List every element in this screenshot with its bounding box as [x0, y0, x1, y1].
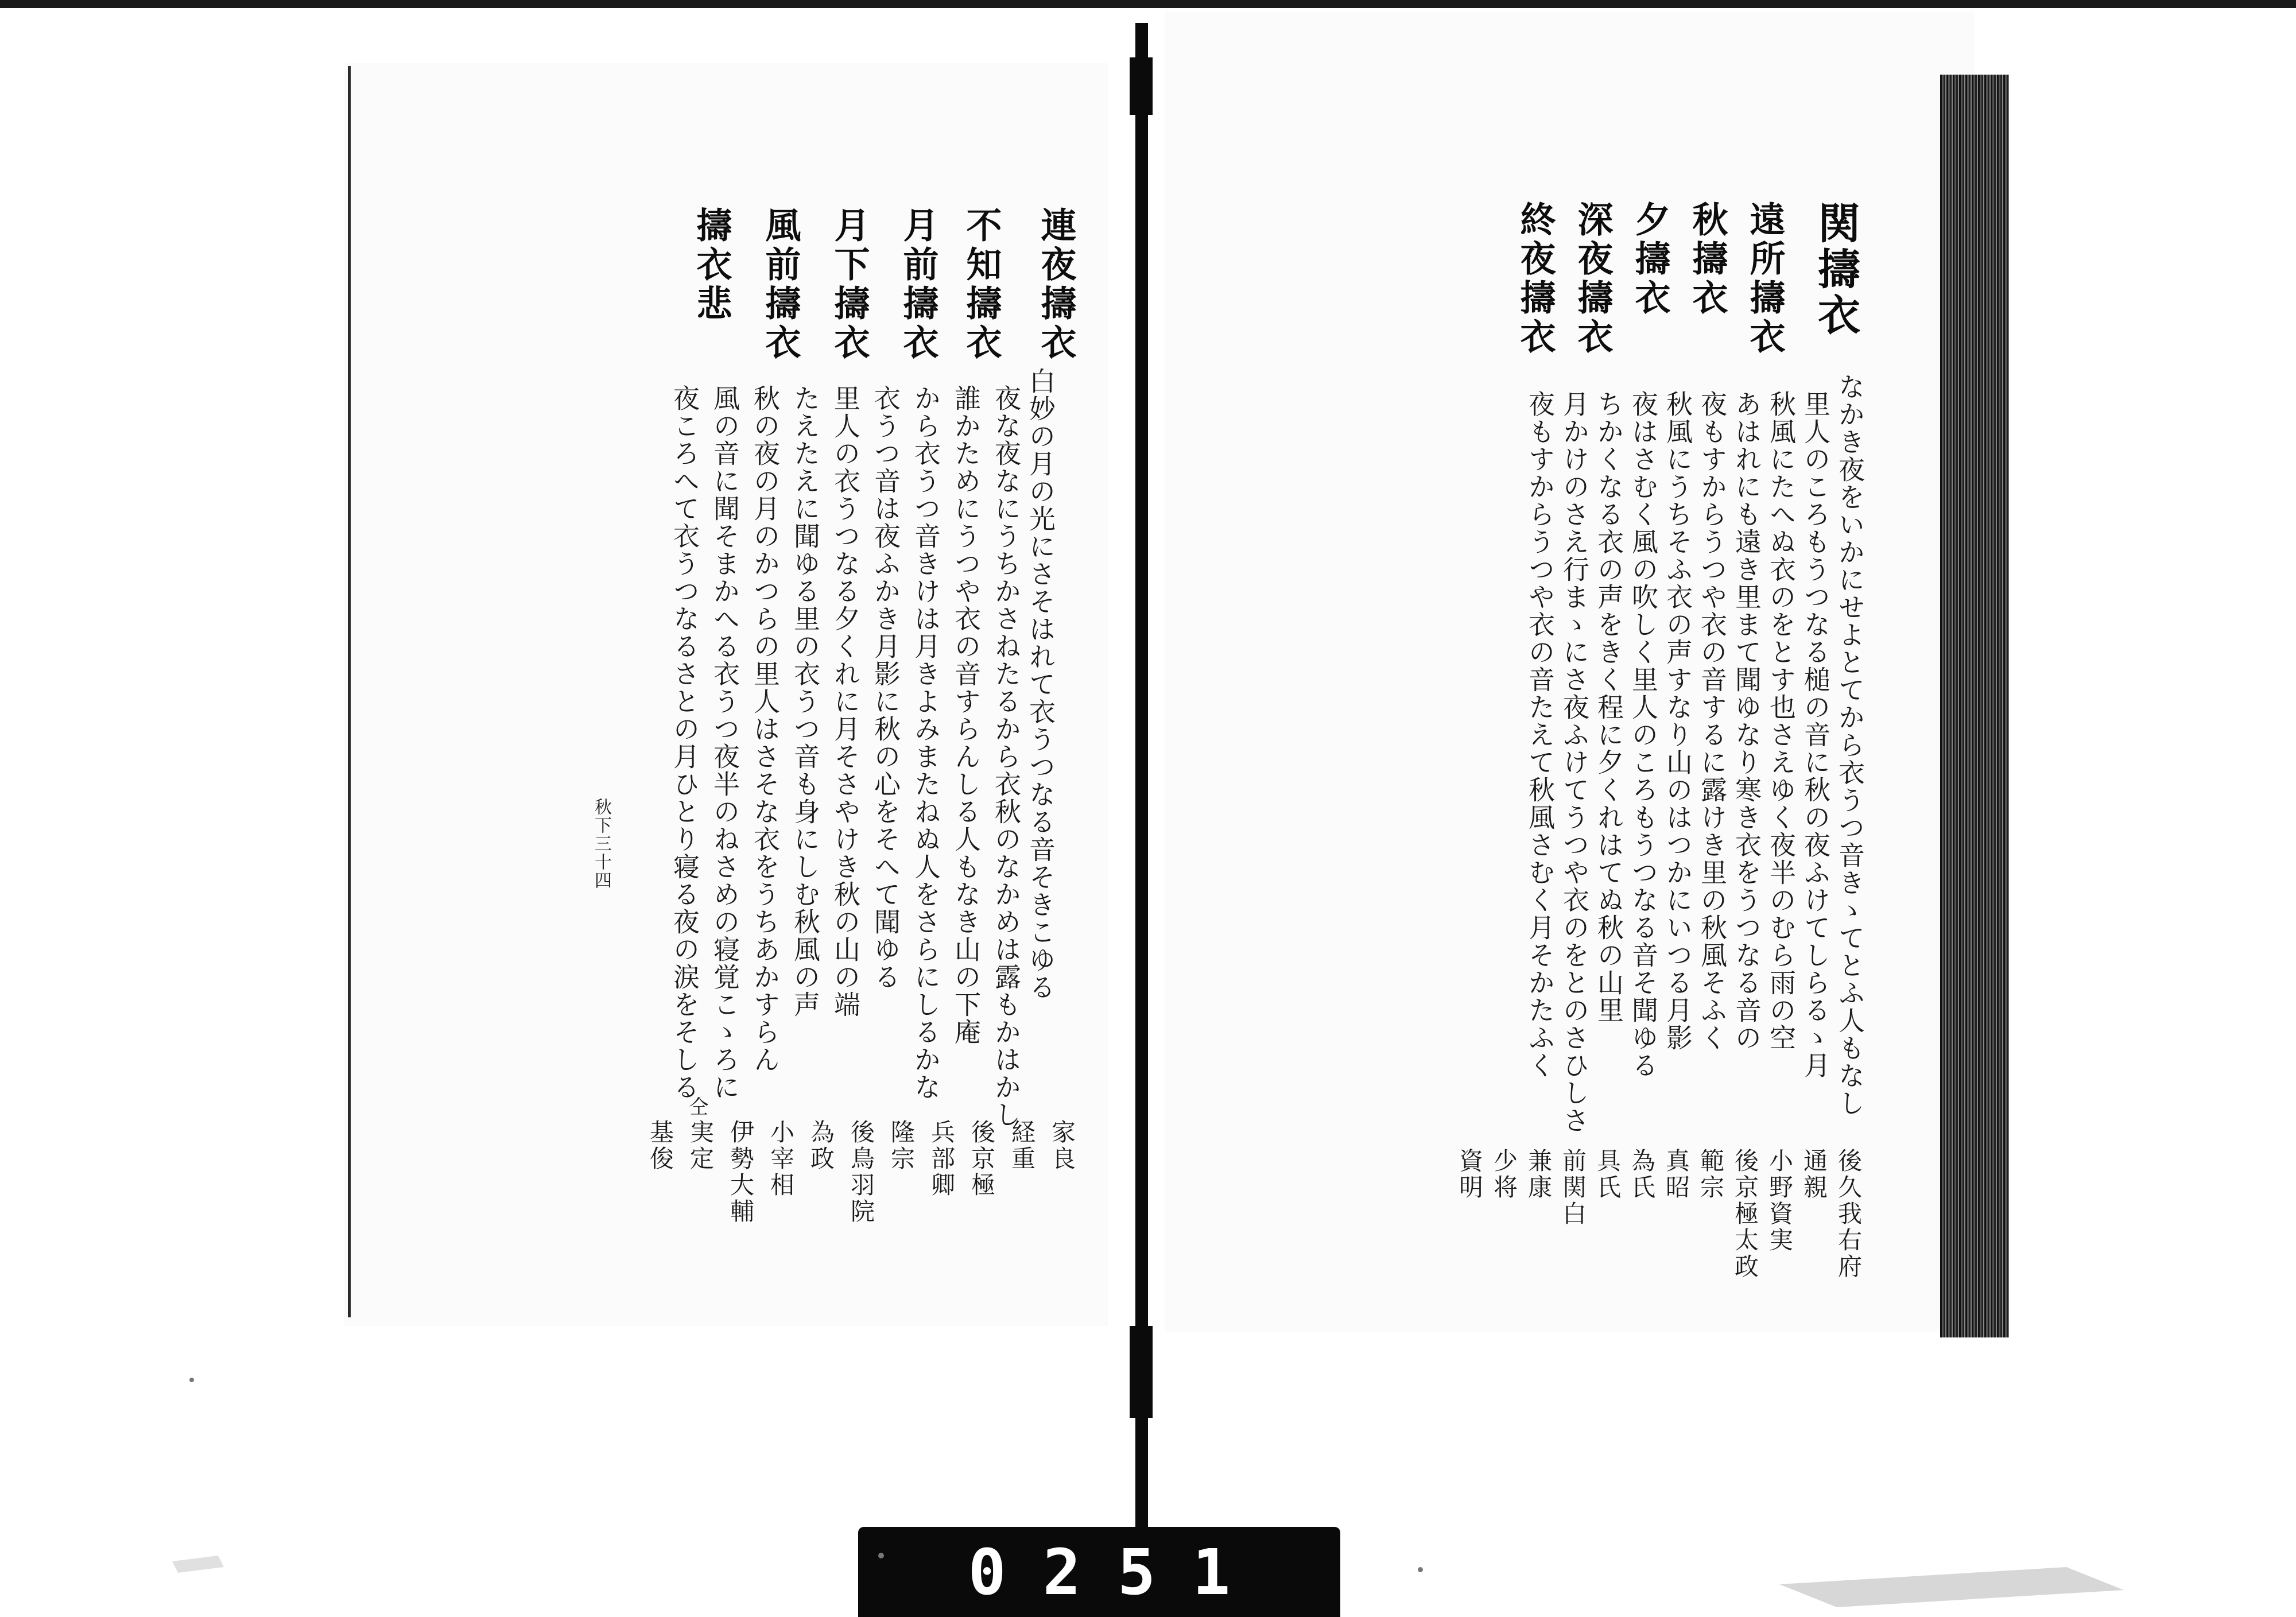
subhead-1: 連夜擣衣	[1035, 207, 1077, 363]
poem-line: 誰かためにうつや衣の音すらんしる人もなき山の下庵	[951, 385, 982, 1046]
gutter-clip-top	[1130, 57, 1153, 115]
poet-name: 小宰相	[767, 1119, 795, 1199]
scanner-top-edge	[0, 0, 2296, 8]
subhead-6: 擣衣悲	[691, 207, 732, 324]
gutter-clip-bottom	[1130, 1326, 1153, 1418]
poet-name: 基俊	[646, 1119, 674, 1172]
poet-name: 実定	[687, 1119, 715, 1172]
poem-line: 里人のころもうつなる槌の音に秋の夜ふけてしらるゝ月	[1800, 390, 1831, 1079]
poem-line: 夜ころへて衣うつなるさとの月ひとり寝る夜の涙をそしる	[669, 385, 700, 1101]
scan-speck	[878, 1553, 884, 1558]
poet-name: 少将	[1490, 1148, 1518, 1201]
poem-line: 風の音に聞そまかへる衣うつ夜半のねさめの寝覚こゝろに	[709, 385, 740, 1101]
poet-name: 小野資実	[1766, 1148, 1794, 1254]
scan-speck	[1418, 1567, 1423, 1572]
poet-name: 家良	[1048, 1119, 1076, 1172]
poem-line: 衣うつ音は夜ふかき月影に秋の心をそへて聞ゆる	[870, 385, 901, 991]
subhead-3: 夕擣衣	[1629, 201, 1671, 318]
subhead-4: 月下擣衣	[828, 207, 870, 363]
poet-name: 真昭	[1662, 1148, 1690, 1201]
poet-name: 具氏	[1593, 1148, 1622, 1201]
poem-line: なかき夜をいかにせよとてから衣うつ音きゝてとふ人もなし	[1835, 373, 1865, 1117]
poem-line: 秋風にたへぬ衣のをとす也さえゆく夜半のむら雨の空	[1766, 390, 1797, 1052]
poet-name: 前関白	[1559, 1148, 1587, 1227]
repeat-mark: 仝	[685, 1096, 708, 1116]
left-page	[344, 63, 1108, 1326]
right-page	[1165, 11, 1975, 1332]
poem-line: 月かけのさえ行まゝにさ夜ふけてうつや衣のをとのさひしさ	[1559, 390, 1590, 1134]
poet-name: 範宗	[1697, 1148, 1725, 1201]
subhead-3: 月前擣衣	[897, 207, 939, 363]
poem-line: たえたえに聞ゆる里の衣うつ音も身にしむ秋風の声	[790, 385, 821, 1018]
poem-line: 秋の夜の月のかつらの里人はさそな衣をうちあかすらん	[750, 385, 781, 1073]
folio-number: 秋下三十四	[591, 798, 611, 890]
poet-name: 伊勢大輔	[727, 1119, 755, 1225]
poem-line: ちかくなる衣の声をきく程に夕くれはてぬ秋の山里	[1593, 390, 1624, 1024]
poet-name: 為政	[807, 1119, 835, 1172]
poem-line: 夜はさむく風の吹しく里人のころもうつなる音そ聞ゆる	[1628, 390, 1659, 1079]
poem-line: 白妙の月の光にさそはれて衣うつなる音そきこゆる	[1025, 367, 1056, 1001]
poet-name: 通親	[1800, 1148, 1828, 1201]
scan-speck	[189, 1378, 194, 1382]
book-gutter	[1114, 23, 1165, 1561]
poet-name: 為氏	[1628, 1148, 1656, 1201]
subhead-2: 不知擣衣	[960, 207, 1002, 363]
subhead-5: 終夜擣衣	[1514, 201, 1556, 357]
poem-line: 里人の衣うつなる夕くれに月そさやけき秋の山の端	[830, 385, 861, 1018]
poem-line: 秋風にうちそふ衣の声すなり山のはつかにいつる月影	[1662, 390, 1693, 1052]
poet-name: 資明	[1456, 1148, 1484, 1201]
catalog-number: 0251	[968, 1535, 1267, 1609]
catalog-number-tab	[858, 1527, 1340, 1617]
section-title: 関擣衣	[1811, 201, 1860, 339]
poem-line: から衣うつ音きけは月きよみまたねぬ人をさらにしるかな	[910, 385, 941, 1101]
poem-line: あはれにも遠き里まて聞ゆなり寒き衣をうつなる音の	[1731, 390, 1762, 1052]
subhead-4: 深夜擣衣	[1572, 201, 1614, 357]
subhead-1: 遠所擣衣	[1744, 201, 1786, 357]
poet-name: 後京極	[968, 1119, 996, 1199]
poem-line: 夜な夜なにうちかさねたるから衣秋のなかめは露もかはかし	[991, 385, 1022, 1129]
subhead-2: 秋擣衣	[1686, 201, 1728, 318]
poet-name: 兼康	[1525, 1148, 1553, 1201]
poet-name: 後京極太政	[1731, 1148, 1759, 1280]
poem-line: 夜もすからうつや衣の音たえて秋風さむく月そかたふく	[1525, 390, 1556, 1079]
poet-name: 後久我右府	[1835, 1148, 1863, 1280]
poet-name: 後鳥羽院	[847, 1119, 875, 1225]
poet-name: 兵部卿	[928, 1119, 956, 1199]
poet-name: 経重	[1008, 1119, 1036, 1172]
subhead-5: 風前擣衣	[759, 207, 801, 363]
poem-line: 夜もすからうつや衣の音するに露けき里の秋風そふく	[1697, 390, 1728, 1052]
poet-name: 隆宗	[887, 1119, 916, 1172]
